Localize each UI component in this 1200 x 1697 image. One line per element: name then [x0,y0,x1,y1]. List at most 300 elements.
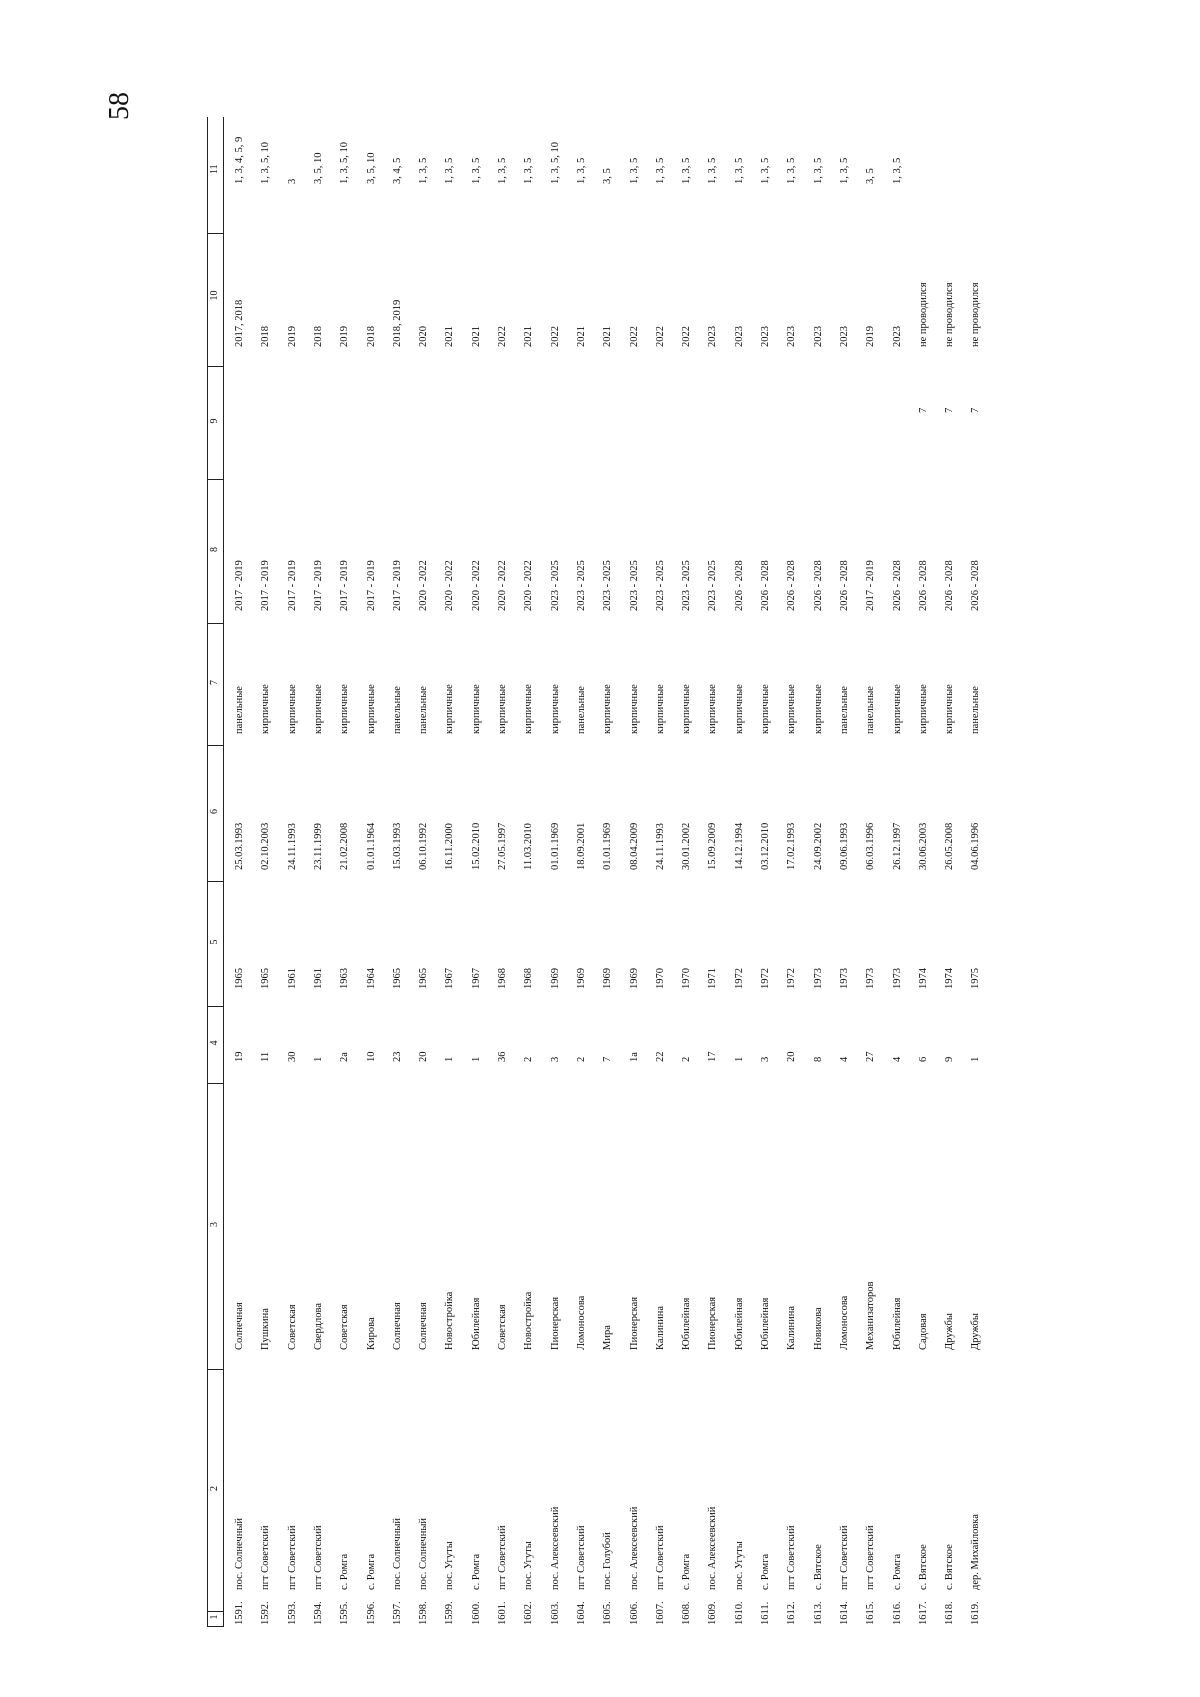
column-number-4: 4 [209,1040,220,1046]
cell-col-3: Механизаторов [865,1281,877,1350]
cell-col-11: 1, 3, 5 [497,157,508,184]
cell-col-8: 2017 - 2019 [260,560,272,611]
cell-col-8: 2023 - 2025 [654,560,666,611]
cell-col-7: кирпичные [549,684,561,734]
cell-col-7: кирпичные [602,684,614,734]
cell-col-8: 2017 - 2019 [339,560,351,611]
cell-col-3: Калинина [654,1306,666,1350]
cell-col-5: 1972 [733,968,745,989]
cell-col-8: 2023 - 2025 [707,560,719,611]
cell-col-7: кирпичные [707,684,719,734]
cell-col-4: 30 [286,1051,298,1062]
cell-col-6: 11.03.2010 [523,823,535,870]
cell-col-1: 1605. [602,1601,614,1625]
cell-col-1: 1595. [339,1601,351,1625]
cell-col-1: 1616. [891,1601,903,1625]
cell-col-1: 1609. [707,1601,719,1625]
cell-col-7: кирпичные [365,684,377,734]
cell-col-7: кирпичные [470,684,482,734]
cell-col-10: 2022 [628,326,640,347]
cell-col-10: 2023 [812,326,824,347]
cell-col-5: 1970 [654,968,666,989]
cell-col-5: 1975 [970,968,982,989]
cell-col-4: 23 [391,1051,403,1062]
cell-col-11: 1, 3, 5, 10 [260,142,272,184]
cell-col-11: 1, 3, 5 [786,157,798,184]
cell-col-8: 2020 - 2022 [470,560,482,611]
cell-col-8: 2023 - 2025 [681,560,693,611]
cell-col-2: пос. Солнечный [234,1518,245,1590]
cell-col-4: 22 [654,1051,666,1062]
cell-col-1: 1592. [260,1601,272,1625]
cell-col-6: 21.02.2008 [339,822,351,870]
cell-col-5: 1973 [812,968,824,989]
cell-col-4: 2 [681,1056,693,1062]
cell-col-10: 2022 [681,326,693,347]
cell-col-8: 2026 - 2028 [786,560,798,611]
cell-col-11: 1, 3, 5 [812,157,824,184]
cell-col-10: 2022 [497,326,508,347]
cell-col-1: 1591. [234,1601,245,1625]
cell-col-11: 1, 3, 5 [444,157,456,184]
cell-col-5: 1967 [444,968,456,989]
cell-col-2: дер. Михайловка [970,1514,982,1590]
cell-col-2: с. Ромга [365,1553,377,1590]
cell-col-4: 4 [891,1056,903,1062]
cell-col-1: 1596. [365,1601,377,1625]
cell-col-7: кирпичные [944,684,956,734]
cell-col-4: 2 [523,1056,535,1062]
column-divider [207,1006,223,1007]
cell-col-11: 3, 5, 10 [312,152,324,184]
cell-col-2: с. Ромга [339,1553,351,1590]
cell-col-10: 2023 [707,326,719,347]
cell-col-6: 26.12.1997 [891,822,903,870]
cell-col-8: 2026 - 2028 [891,560,903,611]
cell-col-10: 2018, 2019 [391,299,403,347]
cell-col-10: 2018 [260,326,272,347]
cell-col-6: 06.10.1992 [418,822,430,870]
cell-col-10: не проводился [944,282,956,347]
cell-col-2: с. Ромга [681,1553,693,1590]
cell-col-11: 3, 5 [602,168,614,184]
cell-col-6: 15.09.2009 [707,822,719,870]
column-number-7: 7 [209,680,220,685]
cell-col-6: 24.09.2002 [812,822,824,870]
cell-col-3: Советская [497,1304,508,1350]
cell-col-7: кирпичные [786,684,798,734]
cell-col-2: пгт Советский [654,1525,666,1590]
cell-col-3: Юбилейная [760,1297,771,1350]
cell-col-5: 1971 [707,968,719,989]
cell-col-8: 2026 - 2028 [760,560,771,611]
cell-col-7: кирпичные [312,684,324,734]
cell-col-2: пгт Советский [786,1525,798,1590]
cell-col-11: 1, 3, 5 [891,157,903,184]
cell-col-10: 2017, 2018 [234,299,245,347]
cell-col-3: Пушкина [260,1308,272,1350]
cell-col-8: 2020 - 2022 [523,560,535,611]
cell-col-10: 2023 [891,326,903,347]
cell-col-2: пос. Алексеевский [707,1506,719,1590]
cell-col-3: Ломоносова [838,1295,850,1350]
cell-col-2: с. Ромга [470,1553,482,1590]
cell-col-3: Советская [286,1304,298,1350]
cell-col-4: 19 [234,1051,245,1062]
cell-col-7: кирпичные [681,684,693,734]
cell-col-7: панельные [865,686,877,734]
cell-col-3: Ломоносова [575,1295,587,1350]
cell-col-11: 3 [286,178,298,184]
cell-col-1: 1614. [838,1601,850,1625]
cell-col-8: 2026 - 2028 [812,560,824,611]
cell-col-7: кирпичные [497,684,508,734]
column-number-9: 9 [209,418,220,424]
cell-col-11: 1, 3, 4, 5, 9 [234,136,245,184]
cell-col-7: кирпичные [260,684,272,734]
cell-col-8: 2023 - 2025 [549,560,561,611]
cell-col-8: 2020 - 2022 [497,560,508,611]
cell-col-9: 7 [970,407,982,413]
cell-col-2: пгт Советский [575,1525,587,1590]
cell-col-5: 1961 [286,968,298,989]
cell-col-4: 17 [707,1051,719,1062]
cell-col-7: кирпичные [339,684,351,734]
cell-col-8: 2026 - 2028 [970,560,982,611]
cell-col-2: с. Ромга [760,1553,771,1590]
cell-col-1: 1604. [575,1601,587,1625]
cell-col-6: 09.06.1993 [838,822,850,870]
page-number: 58 [104,92,135,120]
cell-col-3: Дружбы [944,1313,956,1350]
cell-col-5: 1965 [260,968,272,989]
cell-col-2: пгт Советский [865,1525,877,1590]
cell-col-3: Кирова [365,1317,377,1350]
cell-col-1: 1619. [970,1601,982,1625]
cell-col-8: 2017 - 2019 [391,560,403,611]
cell-col-9: 7 [944,407,956,413]
cell-col-10: 2019 [865,326,877,347]
cell-col-11: 1, 3, 5, 10 [339,142,351,184]
cell-col-2: пос. Угуты [523,1541,535,1590]
cell-col-3: Новикова [812,1307,824,1350]
cell-col-6: 24.11.1993 [286,823,298,870]
cell-col-1: 1598. [418,1601,430,1625]
column-divider [207,623,223,624]
cell-col-7: кирпичные [891,684,903,734]
cell-col-1: 1612. [786,1601,798,1625]
cell-col-7: кирпичные [760,684,771,734]
cell-col-11: 3, 5, 10 [365,152,377,184]
cell-col-6: 23.11.1999 [312,823,324,870]
cell-col-6: 01.01.1969 [602,822,614,870]
cell-col-6: 16.11.2000 [444,823,456,870]
cell-col-10: 2022 [654,326,666,347]
cell-col-10: 2023 [838,326,850,347]
cell-col-3: Советская [339,1304,351,1350]
cell-col-11: 1, 3, 5 [575,157,587,184]
cell-col-1: 1593. [286,1601,298,1625]
cell-col-4: 1 [733,1056,745,1062]
cell-col-10: 2019 [286,326,298,347]
cell-col-8: 2017 - 2019 [312,560,324,611]
cell-col-10: 2023 [760,326,771,347]
cell-col-7: панельные [234,686,245,734]
cell-col-4: 3 [549,1056,561,1062]
cell-col-2: пос. Угуты [733,1541,745,1590]
cell-col-2: пгт Советский [286,1525,298,1590]
cell-col-10: не проводился [917,282,929,347]
cell-col-11: 1, 3, 5 [523,157,535,184]
cell-col-5: 1965 [234,968,245,989]
cell-col-2: пос. Солнечный [418,1518,430,1590]
cell-col-3: Новостройка [444,1291,456,1350]
cell-col-3: Юбилейная [681,1297,693,1350]
cell-col-6: 08.04.2009 [628,822,640,870]
cell-col-7: кирпичные [286,684,298,734]
cell-col-3: Юбилейная [733,1297,745,1350]
cell-col-11: 1, 3, 5 [418,157,430,184]
cell-col-3: Садовая [917,1313,929,1350]
cell-col-10: 2019 [339,326,351,347]
cell-col-10: 2018 [365,326,377,347]
cell-col-10: 2022 [549,326,561,347]
cell-col-5: 1965 [391,968,403,989]
table-row [961,117,991,1627]
cell-col-4: 1 [970,1056,982,1062]
cell-col-7: панельные [391,686,403,734]
cell-col-8: 2026 - 2028 [944,560,956,611]
cell-col-8: 2023 - 2025 [628,560,640,611]
cell-col-1: 1613. [812,1601,824,1625]
cell-col-4: 10 [365,1051,377,1062]
cell-col-4: 2а [339,1052,351,1062]
column-number-10: 10 [209,290,220,301]
column-divider [207,233,223,234]
cell-col-1: 1601. [497,1601,508,1625]
column-divider [207,1083,223,1084]
cell-col-4: 1 [444,1056,456,1062]
cell-col-5: 1969 [575,968,587,989]
cell-col-8: 2020 - 2022 [444,560,456,611]
cell-col-1: 1600. [470,1601,482,1625]
cell-col-6: 06.03.1996 [865,822,877,870]
cell-col-3: Юбилейная [470,1297,482,1350]
cell-col-1: 1603. [549,1601,561,1625]
cell-col-10: 2021 [523,326,535,347]
cell-col-1: 1594. [312,1601,324,1625]
cell-col-5: 1974 [917,968,929,989]
cell-col-6: 24.11.1993 [654,823,666,870]
cell-col-1: 1615. [865,1601,877,1625]
column-divider [207,1369,223,1370]
cell-col-2: пгт Советский [838,1525,850,1590]
cell-col-8: 2020 - 2022 [418,560,430,611]
cell-col-4: 27 [865,1051,877,1062]
cell-col-1: 1618. [944,1601,956,1625]
cell-col-4: 1 [312,1056,324,1062]
cell-col-10: 2021 [575,326,587,347]
cell-col-5: 1961 [312,968,324,989]
cell-col-1: 1602. [523,1601,535,1625]
cell-col-5: 1972 [786,968,798,989]
cell-col-11: 1, 3, 5 [760,157,771,184]
cell-col-7: кирпичные [733,684,745,734]
cell-col-4: 4 [838,1056,850,1062]
cell-col-8: 2026 - 2028 [917,560,929,611]
cell-col-6: 02.10.2003 [260,822,272,870]
cell-col-7: панельные [575,686,587,734]
cell-col-8: 2017 - 2019 [234,560,245,611]
cell-col-6: 01.01.1969 [549,822,561,870]
cell-col-4: 1а [628,1052,640,1062]
cell-col-11: 3, 5 [865,168,877,184]
cell-col-3: Пионерская [628,1296,640,1350]
column-number-11: 11 [209,164,220,174]
cell-col-4: 8 [812,1056,824,1062]
cell-col-5: 1972 [760,968,771,989]
cell-col-6: 17.02.1993 [786,822,798,870]
cell-col-7: кирпичные [812,684,824,734]
header-bottom-rule [223,117,224,1627]
cell-col-5: 1969 [549,968,561,989]
cell-col-8: 2023 - 2025 [575,560,587,611]
cell-col-11: 1, 3, 5 [654,157,666,184]
cell-col-7: кирпичные [917,684,929,734]
cell-col-6: 15.03.1993 [391,822,403,870]
cell-col-3: Пионерская [549,1296,561,1350]
cell-col-4: 9 [944,1056,956,1062]
table-rotated [207,117,982,1627]
cell-col-5: 1973 [891,968,903,989]
column-divider [207,1611,223,1612]
cell-col-10: 2021 [470,326,482,347]
cell-col-1: 1599. [444,1601,456,1625]
cell-col-6: 18.09.2001 [575,822,587,870]
cell-col-5: 1969 [628,968,640,989]
cell-col-6: 25.03.1993 [234,822,245,870]
cell-col-10: 2023 [733,326,745,347]
cell-col-4: 6 [917,1056,929,1062]
cell-col-2: пос. Алексеевский [549,1506,561,1590]
cell-col-5: 1964 [365,968,377,989]
cell-col-11: 1, 3, 5 [470,157,482,184]
cell-col-6: 15.02.2010 [470,822,482,870]
cell-col-10: 2020 [418,326,430,347]
cell-col-6: 30.01.2002 [681,822,693,870]
cell-col-2: пгт Советский [312,1525,324,1590]
cell-col-6: 04.06.1996 [970,822,982,870]
cell-col-3: Юбилейная [891,1297,903,1350]
cell-col-3: Новостройка [523,1291,535,1350]
cell-col-3: Солнечная [234,1302,245,1350]
cell-col-6: 03.12.2010 [760,822,771,870]
cell-col-3: Солнечная [391,1302,403,1350]
cell-col-1: 1606. [628,1601,640,1625]
cell-col-10: 2023 [786,326,798,347]
cell-col-3: Солнечная [418,1302,430,1350]
cell-col-9: 7 [917,407,929,413]
cell-col-8: 2026 - 2028 [838,560,850,611]
cell-col-4: 7 [602,1056,614,1062]
cell-col-5: 1967 [470,968,482,989]
cell-col-1: 1611. [760,1601,771,1625]
cell-col-4: 1 [470,1056,482,1062]
cell-col-7: панельные [418,686,430,734]
cell-col-2: пос. Угуты [444,1541,456,1590]
cell-col-1: 1608. [681,1601,693,1625]
cell-col-5: 1974 [944,968,956,989]
cell-col-2: пгт Советский [260,1525,272,1590]
cell-col-7: кирпичные [444,684,456,734]
cell-col-2: пос. Солнечный [391,1518,403,1590]
cell-col-11: 3, 4, 5 [391,157,403,184]
cell-col-10: не проводился [970,282,982,347]
cell-col-5: 1965 [418,968,430,989]
cell-col-3: Мира [602,1325,614,1350]
cell-col-7: кирпичные [523,684,535,734]
cell-col-3: Пионерская [707,1296,719,1350]
column-divider [207,881,223,882]
cell-col-6: 01.01.1964 [365,822,377,870]
cell-col-5: 1970 [681,968,693,989]
cell-col-5: 1969 [602,968,614,989]
cell-col-6: 14.12.1994 [733,822,745,870]
column-divider [207,1626,223,1627]
cell-col-4: 2 [575,1056,587,1062]
column-number-3: 3 [209,1222,220,1227]
column-divider [207,745,223,746]
cell-col-8: 2023 - 2025 [602,560,614,611]
cell-col-2: с. Вятское [944,1544,956,1590]
cell-col-4: 36 [497,1051,508,1062]
cell-col-7: кирпичные [628,684,640,734]
cell-col-2: пос. Голубой [602,1532,614,1590]
cell-col-8: 2017 - 2019 [365,560,377,611]
cell-col-7: панельные [838,686,850,734]
cell-col-10: 2021 [602,326,614,347]
cell-col-11: 1, 3, 5 [628,157,640,184]
cell-col-8: 2017 - 2019 [286,560,298,611]
column-number-1: 1 [209,1614,220,1620]
cell-col-2: пгт Советский [497,1525,508,1590]
cell-col-1: 1610. [733,1601,745,1625]
cell-col-3: Калинина [786,1306,798,1350]
cell-col-10: 2018 [312,326,324,347]
cell-col-6: 26.05.2008 [944,822,956,870]
cell-col-7: кирпичные [654,684,666,734]
cell-col-5: 1968 [497,968,508,989]
cell-col-1: 1607. [654,1601,666,1625]
column-divider [207,479,223,480]
cell-col-2: с. Вятское [917,1544,929,1590]
cell-col-11: 1, 3, 5 [681,157,693,184]
cell-col-1: 1617. [917,1601,929,1625]
header-top-rule [207,117,208,1627]
cell-col-11: 1, 3, 5 [838,157,850,184]
cell-col-5: 1973 [865,968,877,989]
column-number-2: 2 [209,1486,220,1491]
cell-col-5: 1973 [838,968,850,989]
cell-col-5: 1963 [339,968,351,989]
cell-col-11: 1, 3, 5 [733,157,745,184]
cell-col-6: 30.06.2003 [917,822,929,870]
cell-col-2: с. Ромга [891,1553,903,1590]
cell-col-3: Свердлова [312,1303,324,1350]
column-divider [207,366,223,367]
column-number-5: 5 [209,939,220,945]
cell-col-5: 1968 [523,968,535,989]
